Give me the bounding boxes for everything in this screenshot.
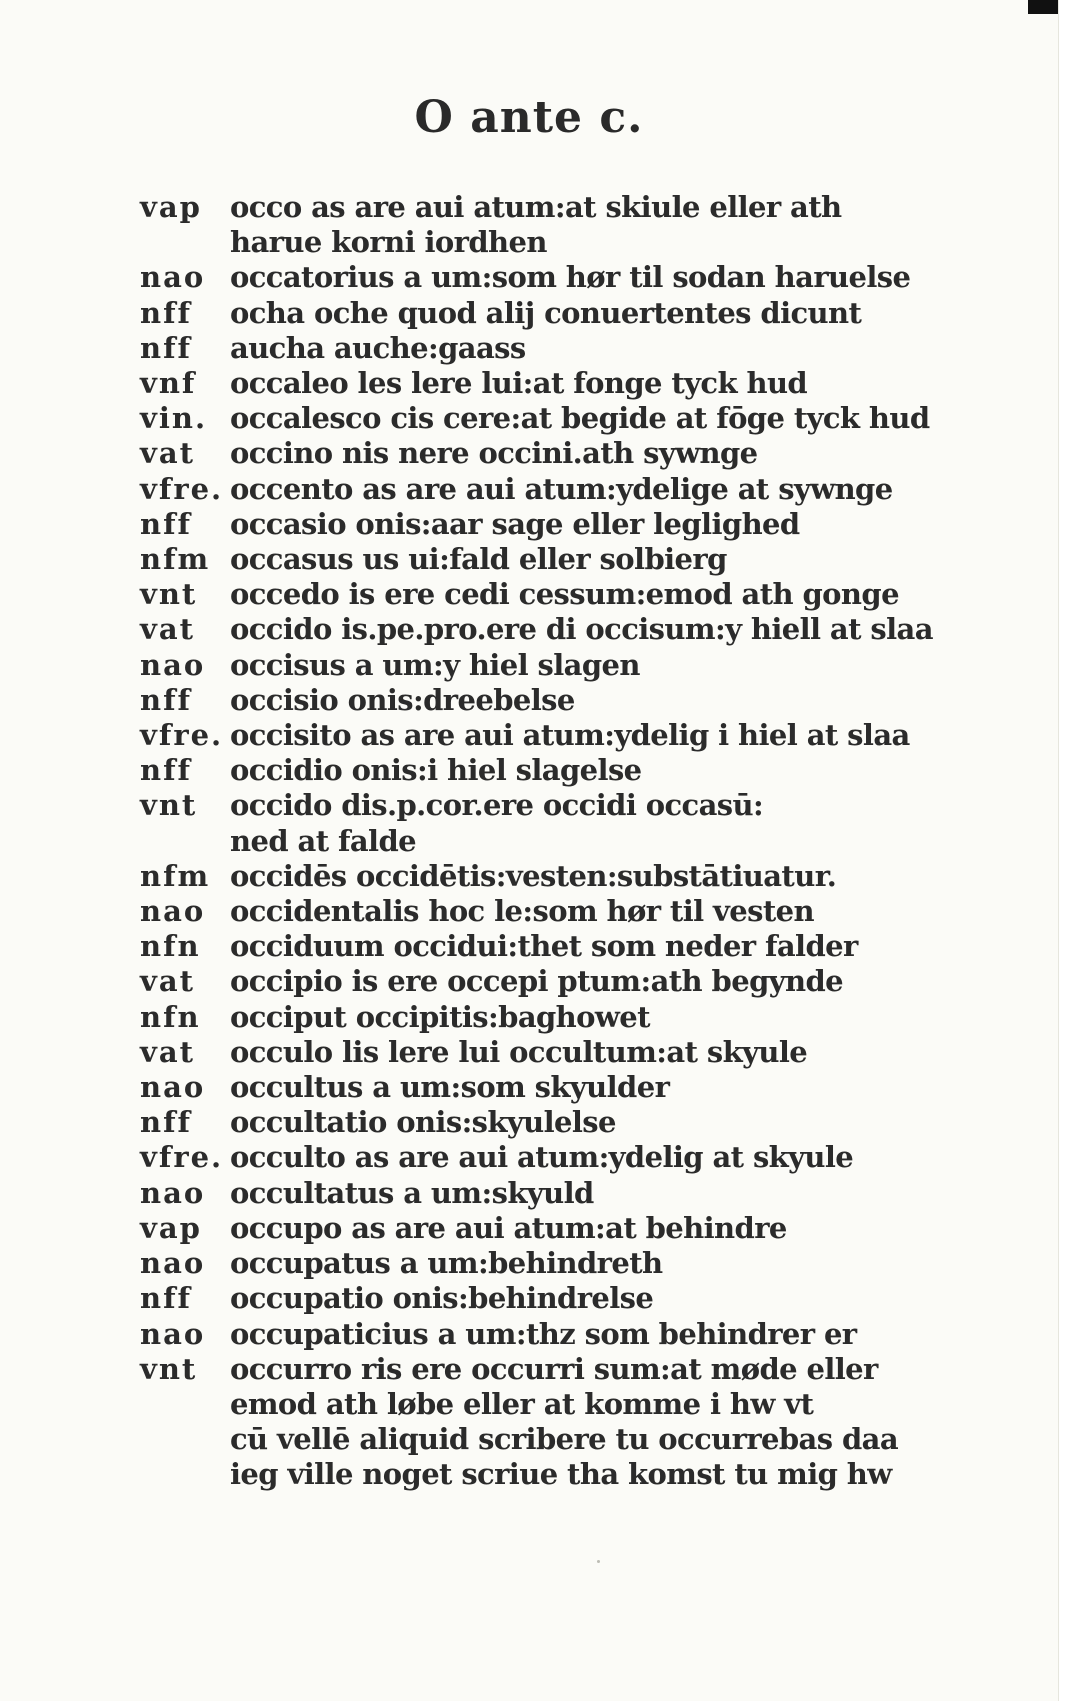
dictionary-entry [140,190,1020,225]
grammar-code: nfm [140,542,211,577]
grammar-code: vat [140,964,196,999]
grammar-code: nff [140,1105,193,1140]
entry-text: occalesco cis cere:at begide at fōge tyck hud [230,401,930,436]
grammar-code: nff [140,682,193,717]
entry-text: occupo as are aui atum:at behindre [230,1210,787,1245]
dictionary-entry [140,1422,1020,1457]
entry-list [140,190,1020,1493]
dictionary-entry [140,577,1020,612]
entry-text: occisus a um:y hiel slagen [230,647,640,682]
grammar-code: nao [140,1175,206,1210]
entry-text: occo as are aui atum:at skiule eller ath [230,190,842,224]
entry-text: occultatus a um:skyuld [230,1175,594,1210]
dictionary-entry [140,542,1020,577]
entry-text: occupatio onis:behindrelse [230,1281,654,1316]
grammar-code [140,824,230,859]
grammar-code [140,1422,230,1457]
grammar-code: nff [140,330,193,365]
entry-text: occiput occipitis:baghowet [230,999,650,1034]
dictionary-entry [140,401,1020,436]
entry-text: occasus us ui:fald eller solbierg [230,542,727,577]
dictionary-entry [140,1211,1020,1246]
grammar-code: nao [140,1316,206,1351]
grammar-code [140,225,230,260]
grammar-code: vat [140,1034,196,1069]
grammar-code: vfre. [140,1140,224,1175]
grammar-code: vfre. [140,718,224,753]
entry-text: occaleo les lere lui:at fonge tyck hud [230,366,808,401]
dictionary-entry [140,648,1020,683]
entry-text: occupatus a um:behindreth [230,1246,663,1281]
dictionary-entry [140,1140,1020,1175]
entry-text: occido is.pe.pro.ere di occisum:y hiell at slaa [230,612,933,647]
entry-text: occidēs occidētis:vesten:substātiuatur. [230,858,837,893]
grammar-code: nao [140,260,206,295]
dictionary-entry [140,1317,1020,1352]
entry-text: occulto as are aui atum:ydelig at skyule [230,1140,854,1175]
dictionary-entry [140,1105,1020,1140]
entry-text: occedo is ere cedi cessum:emod ath gonge [230,577,899,612]
grammar-code: vin. [140,401,208,436]
grammar-code: nao [140,1070,206,1105]
dictionary-entry [140,1000,1020,1035]
dictionary-entry [140,683,1020,718]
grammar-code: nff [140,295,193,330]
paper-speck [597,1560,600,1563]
dictionary-entry [140,929,1020,964]
entry-text: ocha oche quod alij conuertentes dicunt [230,295,862,330]
entry-text: occino nis nere occini.ath sywnge [230,436,758,471]
dictionary-entry [140,1387,1020,1422]
entry-text: occupaticius a um:thz som behindrer er [230,1316,857,1351]
entry-text: occidentalis hoc le:som hør til vesten [230,894,815,929]
dictionary-entry [140,1352,1020,1387]
dictionary-entry [140,894,1020,929]
grammar-code: nff [140,1281,193,1316]
entry-text: occiduum occidui:thet som neder falder [230,929,858,964]
entry-text: occatorius a um:som hør til sodan haruelse [230,260,911,295]
dictionary-entry [140,718,1020,753]
entry-text: ned at falde [230,823,417,858]
scan-edge-mark [1028,0,1058,14]
grammar-code: nff [140,753,193,788]
dictionary-entry [140,859,1020,894]
dictionary-entry [140,472,1020,507]
grammar-code: vnt [140,788,198,823]
dictionary-entry [140,1176,1020,1211]
entry-text: harue korni iordhen [230,225,547,260]
entry-text: occento as are aui atum:ydelige at sywnge [230,471,893,506]
dictionary-entry [140,753,1020,788]
dictionary-entry [140,260,1020,295]
page-heading: O ante c. [414,92,644,143]
grammar-code: nfm [140,858,211,893]
grammar-code: vnf [140,366,197,401]
entry-text: aucha auche:gaass [230,330,526,365]
grammar-code [140,1457,230,1492]
entry-text: cū vellē aliquid scribere tu occurrebas daa [230,1422,899,1457]
dictionary-entry [140,1281,1020,1316]
dictionary-entry [140,964,1020,999]
grammar-code [140,1387,230,1422]
grammar-code: vap [140,190,202,224]
entry-text: occipio is ere occepi ptum:ath begynde [230,964,844,999]
grammar-code: vap [140,1210,202,1245]
dictionary-entry [140,788,1020,823]
entry-text: occisito as are aui atum:ydelig i hiel at slaa [230,718,910,753]
grammar-code: nfn [140,929,201,964]
entry-text: occulo lis lere lui occultum:at skyule [230,1034,808,1069]
grammar-code: vfre. [140,471,224,506]
dictionary-entry [140,824,1020,859]
grammar-code: vnt [140,1351,198,1386]
dictionary-entry [140,1035,1020,1070]
entry-text: occultus a um:som skyulder [230,1070,670,1105]
grammar-code: nao [140,894,206,929]
dictionary-entry [140,225,1020,260]
dictionary-entry [140,507,1020,542]
entry-text: occultatio onis:skyulelse [230,1105,616,1140]
grammar-code: nao [140,647,206,682]
grammar-code: vnt [140,577,198,612]
dictionary-entry [140,331,1020,366]
entry-text: occidio onis:i hiel slagelse [230,753,642,788]
entry-text: occasio onis:aar sage eller leglighed [230,506,800,541]
dictionary-entry [140,612,1020,647]
entry-text: ieg ville noget scriue tha komst tu mig hw [230,1457,892,1492]
grammar-code: nao [140,1246,206,1281]
dictionary-entry [140,366,1020,401]
dictionary-entry [140,1246,1020,1281]
dictionary-entry [140,296,1020,331]
entry-text: emod ath løbe eller at komme i hw vt [230,1386,814,1421]
dictionary-entry [140,436,1020,471]
entry-text: occurro ris ere occurri sum:at møde eller [230,1351,878,1386]
dictionary-entry [140,1070,1020,1105]
grammar-code: nfn [140,999,201,1034]
grammar-code: vat [140,436,196,471]
grammar-code: nff [140,506,193,541]
entry-text: occisio onis:dreebelse [230,682,575,717]
dictionary-entry [140,1457,1020,1492]
entry-text: occido dis.p.cor.ere occidi occasū: [230,788,764,823]
grammar-code: vat [140,612,196,647]
